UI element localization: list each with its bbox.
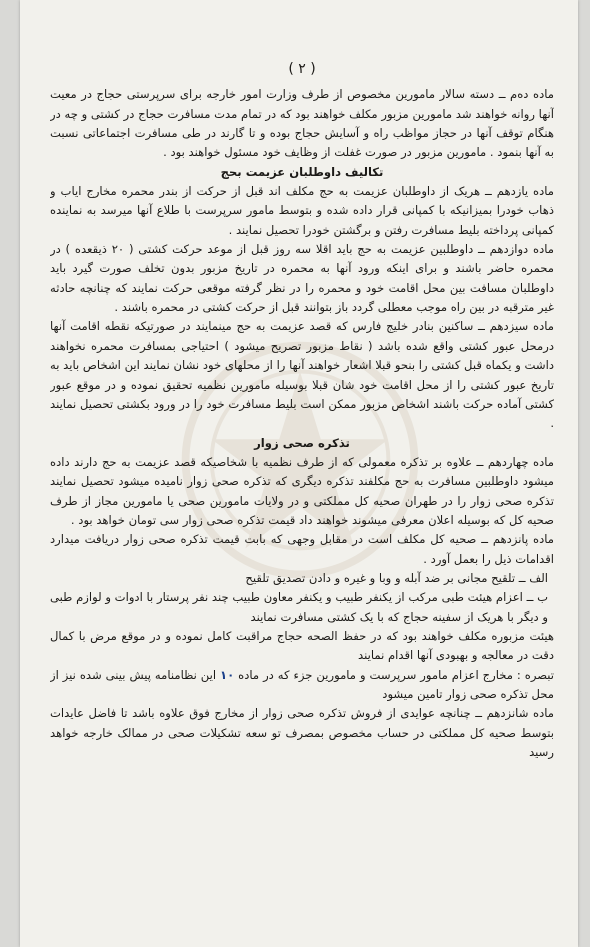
article-15: ماده پانزدهم ــ صحیه کل مکلف است در مقابل وجهی که بابت قیمت تذکره صحی زوار دریافت میدارد اقدامات ذیل را بعمل آورد . (50, 532, 554, 566)
article-16: ماده شانزدهم ــ چنانچه عوایدی از فروش تذکره صحی زوار از مخارج فوق علاوه باشد تا فاضل عایدات بتوسط صحیه کل مملکتی در حساب مخصوص بمصرف تو سعه تشکیلات صحی در ممالک خارجه خواهد رسید (50, 706, 554, 760)
heading-pilgrim-obligations: تکالیف داوطلبان عزیمت بحج (220, 164, 384, 179)
heading-pilgrim-health-card: تذکره صحی زوار (254, 435, 350, 450)
list-item-be: ب ــ اعزام هیئت طبی مرکب از یکنفر طبیب و یکنفر معاون طبیب چند نفر پرستار با ادوات و لوازم طبی و دیگر با هریک از سفینه حجاج که با یک کشتی مسافرت نمایند (50, 590, 548, 624)
document-page (20, 0, 578, 947)
handwritten-article-number: ۱۰ (220, 667, 235, 682)
list-item-be-continued: هیئت مزبوره مکلف خواهند بود که در حفظ الصحه حجاج مراقبت کامل نموده و در موقع مرض با کمال دقت در معالجه و بهبودی آنها اقدام نمایند (50, 628, 554, 663)
page-number: ( ۲ ) (288, 61, 316, 77)
article-13: ماده سیزدهم ــ ساکنین بنادر خلیج فارس که قصد عزیمت به حج مینمایند در صورتیکه نقطه اقامت آنها درمحل عبور کشتی واقع شده باشد ( نقاط مزبور تصریح میشود ) احتیاجی بمسافرت محمره نخواهند داشت و یکماه قبل کشتی را بنحو قبلا اشعار خواهند آنها را از محلهای خود نشان نمایند این اشخاص باید به تاریخ عبور کشتی را از محل اقامت خود شان قبلا بوسیله مامورین نظمیه تحقیق نموده و در موقع عبور کشتی آماده حرکت باشند اشخاص مزبور ممکن است بلیط مسافرت خود را در ورود بکشتی تحصیل نمایند . (50, 319, 554, 431)
list-item-alef: الف ــ تلقیح مجانی بر ضد آبله و وبا و غیره و دادن تصدیق تلقیح (245, 570, 548, 585)
article-11: ماده یازدهم ــ هریک از داوطلبان عزیمت به حج مکلف اند قبل از حرکت از بندر محمره مخارج ایاب و ذهاب خودرا بمیزانیکه با کمپانی قرار داده شده و بتوسط مامور سرپرست با طلاع آنها میرسد به نماینده کمپانی پرداخته بلیط مسافرت رفتن و برگشتن خودرا تحصیل نمایند . (50, 184, 554, 237)
document-text (50, 60, 554, 941)
article-10: ماده ده‌م ــ دسته سالار مامورین مخصوص از طرف وزارت امور خارجه برای سرپرستی حجاج در معیت آنها روانه خواهند شد مامورین مزبور مکلف خواهند بود که در تمام مدت مسافرت حجاج در کشتی و چه در هنگام توقف آنها در حجاز مواظب راه و آسایش حجاج بوده و تا گارند در طی مسافرت اجتماعاتی نسبت به آنها بنمود . مامورین مزبور در صورت غفلت از وظایف خود مسئول خواهند بود . (50, 87, 554, 160)
note-text: مخارج اعزام مامور سرپرست و مامورین جزء که در ماده (238, 667, 513, 682)
note-paragraph (50, 666, 554, 705)
article-14: ماده چهاردهم ــ علاوه بر تذکره معمولی که از طرف نظمیه با شخاصیکه قصد عزیمت به حج دارند داده میشود داوطلبین مسافرت به حج مکلفند تذکره دیگری که تذکره صحی زوار نامیده میشود تحصیل نمایند تذکره صحی زوار را در طهران صحیه کل مملکتی و در ولایات مامورین صحی یا مامورین مجاز از طرف صحیه کل که بوسیله اعلان معرفی میشوند خواهند داد قیمت تذکره صحی زوار سی تومان خواهد بود . (50, 454, 554, 527)
article-12: ماده دوازدهم ــ داوطلبین عزیمت به حج باید اقلا سه روز قبل از موعد حرکت کشتی ( ۲۰ ذیقعده ) در محمره حاضر باشند و برای اینکه ورود آنها به محمره در تاریخ مزبور بدون تخلف صورت گیرد باید داوطلبان مسافت بین محل اقامت خود و محمره را در نظر گرفته موقعی حرکت نمایند که چنانچه حادثه غیر مترقبه در بین راه موجب معطلی گردد باز بتوانند قبل از حرکت کشتی در محمره باشند . (50, 242, 554, 315)
note-text-continued: این نظامنامه پیش بینی شده نیز از محل تذکره صحی زوار تامین میشود (50, 667, 554, 701)
note-label: تبصره : (516, 667, 554, 682)
